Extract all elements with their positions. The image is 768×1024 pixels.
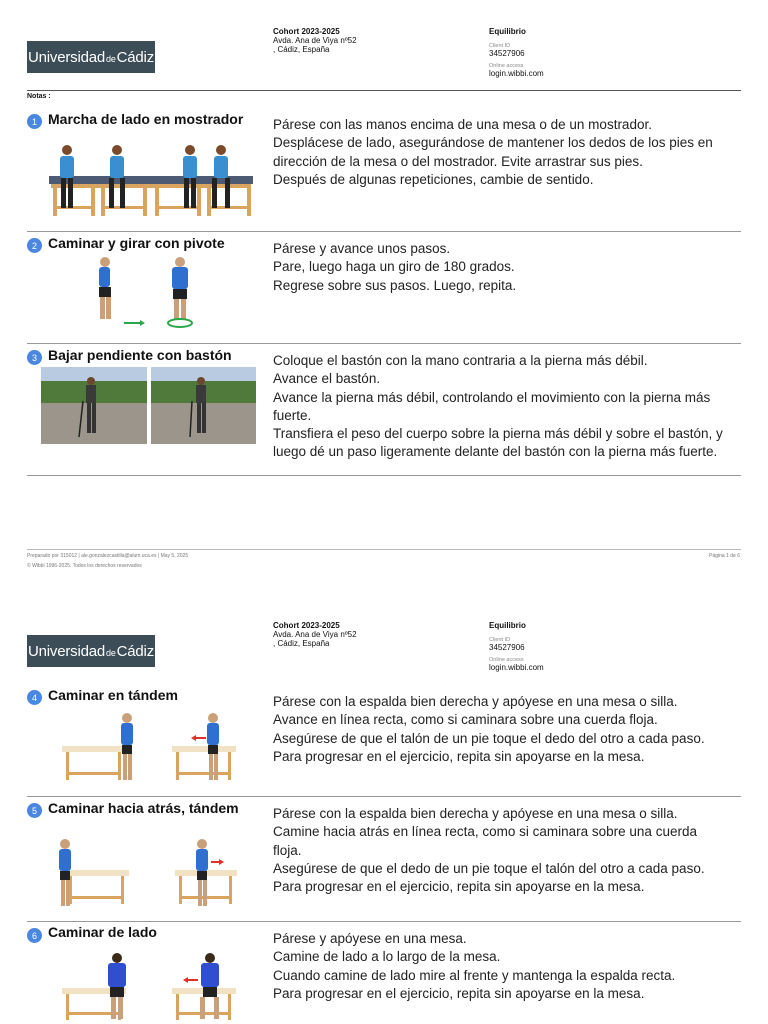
org-info bbox=[273, 621, 357, 648]
exercise-title: Caminar hacia atrás, tándem bbox=[48, 800, 239, 816]
exercise-illustration-backward-tandem bbox=[55, 836, 240, 908]
exercise-number-badge: 4 bbox=[27, 690, 42, 705]
exercise-title: Marcha de lado en mostrador bbox=[48, 111, 244, 127]
exercise-description: Párese con la espalda bien derecha y apóyese en una mesa o silla. Avance en línea recta, como si caminara sobre una cuerda floja. Asegúrese de que el talón de un pie toque el dedo del otro a cada paso. Para progresar en el ejercicio, repita sin apoyarse en la mesa. bbox=[273, 694, 705, 764]
org-address-2: , Cádiz, España bbox=[273, 45, 330, 54]
exercise-illustration-downhill-cane bbox=[41, 367, 256, 444]
program-info bbox=[489, 621, 544, 677]
exercise-number-badge: 6 bbox=[27, 928, 42, 943]
section-divider bbox=[27, 231, 741, 232]
client-id-label: Client ID bbox=[489, 637, 511, 643]
exercise-description: Párese con las manos encima de una mesa o de un mostrador. Desplácese de lado, asegurándose de mantener los dedos de los pies en dirección de la mesa o del mostrador. Evite arrastrar sus pies. Después de algunas repeticiones, cambie de sentido. bbox=[273, 117, 713, 187]
footer-divider bbox=[27, 549, 741, 550]
online-access-link[interactable]: login.wibbi.com bbox=[489, 69, 544, 78]
org-info bbox=[273, 27, 357, 54]
footer-page-number: Página 1 de 6 bbox=[709, 553, 740, 559]
org-address-2: , Cádiz, España bbox=[273, 639, 330, 648]
footer-prepared: Preparado por 315012 | ale.gonzalezcastilla@alum.uca.es | May 5, 2025 bbox=[27, 553, 189, 559]
org-address-1: Avda. Ana de Viya nº52 bbox=[273, 630, 357, 639]
org-address-1: Avda. Ana de Viya nº52 bbox=[273, 36, 357, 45]
exercise-number-badge: 1 bbox=[27, 114, 42, 129]
exercise-number-badge: 3 bbox=[27, 350, 42, 365]
exercise-title: Caminar de lado bbox=[48, 924, 157, 940]
exercise-description: Coloque el bastón con la mano contraria a la pierna más débil. Avance el bastón. Avance la pierna más débil, controlando el movimiento con la pierna más fuerte. Transfiera el peso del cuerpo sobre la pierna más débil y sobre el bastón, y luego dé un paso ligeramente delante del bastón con la pierna más fuerte. bbox=[273, 353, 723, 460]
program-category: Equilibrio bbox=[489, 27, 526, 36]
exercise-number-badge: 2 bbox=[27, 238, 42, 253]
exercise-illustration-tandem-walk bbox=[60, 710, 240, 784]
org-name: Cohort 2023-2025 bbox=[273, 621, 340, 630]
exercise-description: Párese con la espalda bien derecha y apóyese en una mesa o silla. Camine hacia atrás en línea recta, como si caminara sobre una cuerda floja. Asegúrese de que el dedo de un pie toque el talón del otro a cada paso. Para progresar en el ejercicio, repita sin apoyarse en la mesa. bbox=[273, 806, 705, 895]
online-access-label: Online access bbox=[489, 657, 524, 663]
exercise-title: Caminar en tándem bbox=[48, 687, 178, 703]
exercise-title: Caminar y girar con pivote bbox=[48, 235, 225, 251]
client-id: 34527906 bbox=[489, 643, 525, 652]
university-logo: Universidad de Cádiz bbox=[27, 635, 155, 667]
program-info bbox=[489, 27, 544, 83]
university-logo: Universidad de Cádiz bbox=[27, 41, 155, 73]
exercise-illustration-side-step-counter bbox=[45, 142, 257, 218]
exercise-title: Bajar pendiente con bastón bbox=[48, 347, 232, 363]
section-divider bbox=[27, 343, 741, 344]
client-id: 34527906 bbox=[489, 49, 525, 58]
exercise-description: Párese y apóyese en una mesa. Camine de lado a lo largo de la mesa. Cuando camine de lado mire al frente y mantenga la espalda recta. Para progresar en el ejercicio, repita sin apoyarse en la mesa. bbox=[273, 931, 676, 1001]
exercise-description: Párese y avance unos pasos. Pare, luego haga un giro de 180 grados. Regrese sobre sus pasos. Luego, repita. bbox=[273, 241, 517, 293]
section-divider bbox=[27, 475, 741, 476]
section-divider bbox=[27, 796, 741, 797]
client-id-label: Client ID bbox=[489, 43, 511, 49]
footer-copyright: © Wibbi 1996-2025. Todos los derechos reservados bbox=[27, 563, 142, 569]
exercise-illustration-side-walk bbox=[60, 950, 240, 1022]
notes-label: Notas : bbox=[27, 93, 51, 100]
org-name: Cohort 2023-2025 bbox=[273, 27, 340, 36]
online-access-label: Online access bbox=[489, 63, 524, 69]
online-access-link[interactable]: login.wibbi.com bbox=[489, 663, 544, 672]
header-divider bbox=[27, 90, 741, 91]
program-category: Equilibrio bbox=[489, 621, 526, 630]
section-divider bbox=[27, 921, 741, 922]
exercise-illustration-walk-pivot bbox=[90, 255, 200, 330]
exercise-number-badge: 5 bbox=[27, 803, 42, 818]
